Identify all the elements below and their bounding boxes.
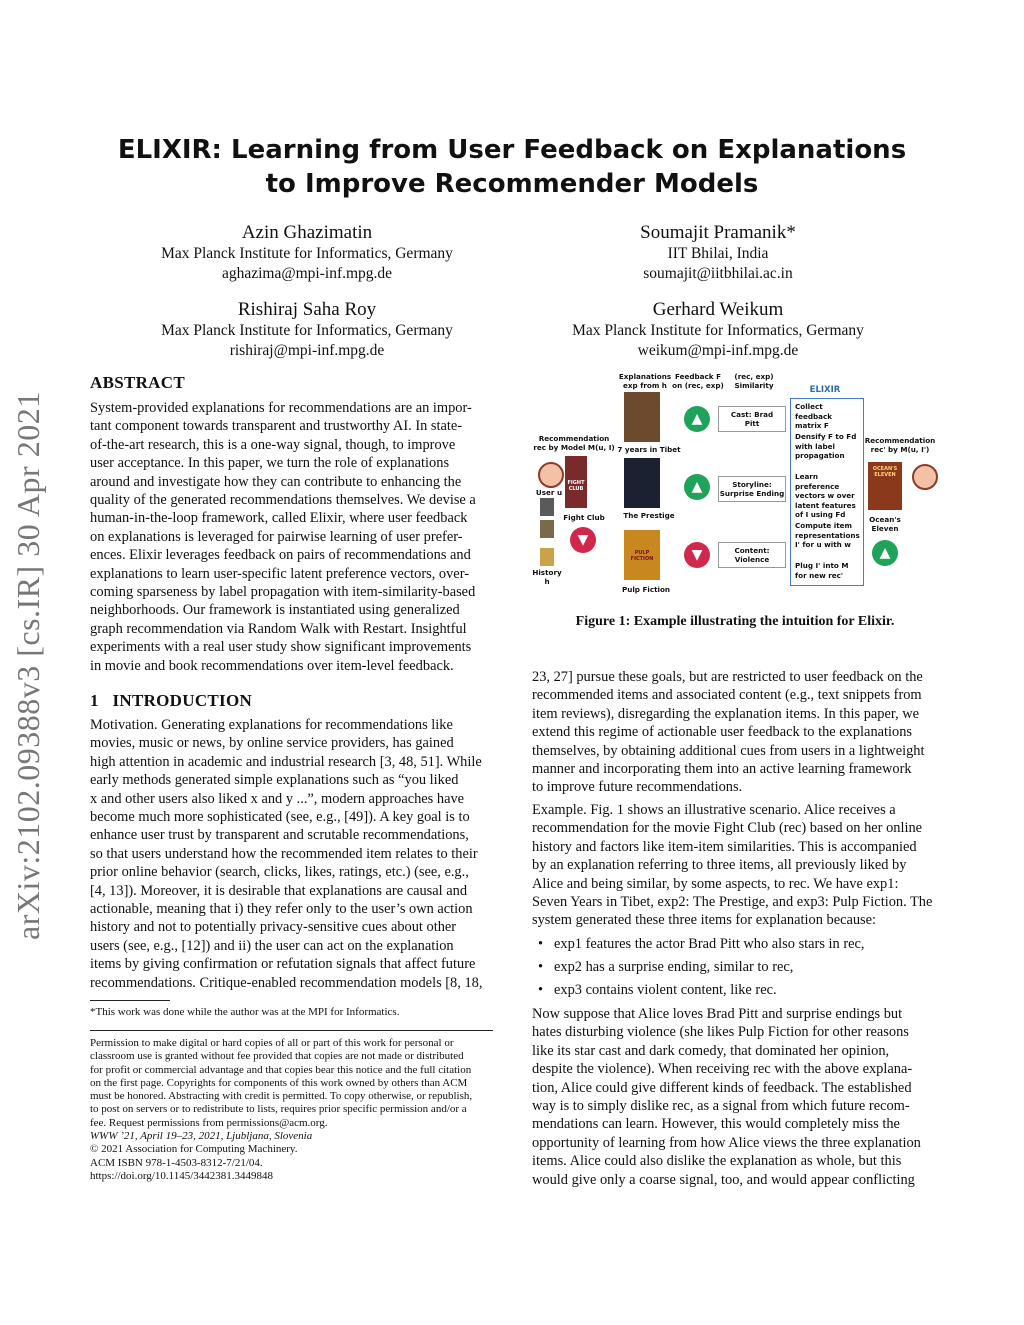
body-line: themselves, by obtaining additional cues from users in a lightweight [532, 742, 925, 759]
isbn-line: ACM ISBN 978-1-4503-8312-7/21/04. [90, 1156, 263, 1169]
body-line: way is to simply dislike rec, as a signal from which future recom- [532, 1098, 910, 1115]
abstract-line: of-the-art research, this is a one-way signal, though, to improve [90, 436, 456, 453]
footnote-rule [90, 1000, 170, 1001]
body-line: Alice and being similar, by some aspects, to rec. We have exp1: [532, 875, 899, 892]
body-line: extend this regime of actionable user feedback to the explanations [532, 724, 913, 741]
right-para-3 [532, 1005, 935, 1189]
author-email[interactable]: rishiraj@mpi-inf.mpg.de [229, 342, 385, 359]
author-email[interactable]: weikum@mpi-inf.mpg.de [637, 342, 799, 359]
explanation-bullet-list [532, 935, 935, 1005]
similarity-content: Content: Violence [734, 546, 770, 564]
intro-line: users (see, e.g., [12]) and ii) the user can act on the explanation [90, 937, 454, 954]
fight-club-label: Fight Club [563, 513, 605, 522]
abstract-line: System-provided explanations for recommendations are an impor- [90, 400, 472, 416]
intro-line: Motivation. Generating explanations for recommendations like [90, 717, 453, 733]
body-line: Example. Fig. 1 shows an illustrative scenario. Alice receives a [532, 802, 896, 818]
similarity-cast: Cast: Brad Pitt [730, 410, 774, 428]
author-name: Gerhard Weikum [652, 299, 784, 320]
abstract-line: user acceptance. In this paper, we turn the role of explanations [90, 455, 450, 472]
thumbs-down-icon: ▼ [570, 527, 596, 553]
body-line: by an explanation referring to three items, all previously liked by [532, 857, 907, 874]
permission-line: to post on servers or to redistribute to lists, requires prior specific permission and/or a [90, 1103, 467, 1116]
poster-title: OCEAN'S ELEVEN [872, 466, 898, 478]
introduction-heading: 1 INTRODUCTION [90, 691, 253, 710]
permission-line: classroom use is granted without fee provided that copies are not made or distributed [90, 1050, 464, 1063]
similarity-box [718, 476, 786, 502]
thumbs-up-icon: ▲ [684, 474, 710, 500]
thumbs-up-icon: ▲ [872, 540, 898, 566]
body-line: item reviews), disregarding the explanation items. In this paper, we [532, 705, 920, 722]
permission-line: must be honored. Abstracting with credit is permitted. To copy otherwise, or republish, [90, 1090, 473, 1103]
author-email[interactable]: soumajit@iitbhilai.ac.in [643, 265, 793, 282]
thumbs-up-icon: ▲ [684, 406, 710, 432]
elixir-step: Plug I' into M for new rec' [795, 561, 849, 580]
author-block-1 [97, 222, 517, 284]
col-header-explanations: Explanations exp from h [618, 372, 672, 390]
bullet-item: • exp3 contains violent content, like rec. [532, 981, 935, 999]
abstract-heading: ABSTRACT [90, 373, 185, 392]
user-label: User u [535, 488, 563, 497]
history-poster-icon [540, 520, 554, 538]
body-line: Now suppose that Alice loves Brad Pitt and surprise endings but [532, 1006, 903, 1022]
user-avatar-icon [912, 464, 938, 490]
body-line: despite the violence). When receiving rec with the above explana- [532, 1061, 913, 1078]
author-block-2 [508, 222, 928, 284]
abstract-line: experiments with a real user study show significant improvements [90, 639, 472, 656]
similarity-storyline: Storyline: Surprise Ending [719, 480, 785, 498]
paper-title-line-2: to Improve Recommender Models [265, 169, 759, 199]
body-line: history and factors like item-item similarities. This is accompanied [532, 838, 917, 855]
abstract-line: in movie and book recommendations over item-level feedback. [90, 657, 454, 674]
abstract-line: ences. Elixir leverages feedback on pairs of recommendations and [90, 547, 471, 564]
abstract-body [90, 399, 493, 675]
history-poster-icon [540, 498, 554, 516]
permission-block [90, 1037, 493, 1183]
body-line: like its star cast and dark comedy, that dominated her opinion, [532, 1042, 890, 1059]
body-line: recommended items and associated content (e.g., text snippets from [532, 687, 922, 704]
intro-line: history and not to potentially privacy-sensitive cues about other [90, 919, 457, 936]
author-name: Soumajit Pramanik* [640, 222, 796, 243]
poster-title: FIGHT CLUB [567, 480, 585, 492]
paper-title-line-1: ELIXIR: Learning from User Feedback on Explanations [117, 135, 907, 165]
intro-line: so that users understand how the recommended item relates to their [90, 845, 478, 862]
intro-line: enhance user trust by transparent and scrutable recommendations, [90, 827, 469, 844]
permission-line: Permission to make digital or hard copies of all or part of this work for personal or [90, 1037, 454, 1049]
the-prestige-poster-icon [624, 458, 660, 508]
abstract-line: graph recommendation via Random Walk with Restart. Insightful [90, 620, 467, 637]
elixir-step: Compute item representations I' for u with w [795, 521, 860, 549]
bullet-item: • exp2 has a surprise ending, similar to rec, [532, 958, 935, 976]
figure-caption: Figure 1: Example illustrating the intuition for Elixir. [575, 614, 895, 629]
intro-line: items by giving confirmation or refutation signals that affect future [90, 956, 476, 973]
thumbs-down-icon: ▼ [684, 542, 710, 568]
footnote: *This work was done while the author was at the MPI for Informatics. [90, 1006, 400, 1018]
author-block-4 [508, 299, 928, 361]
body-line: would give only a coarse signal, too, and would appear conflicting [532, 1171, 915, 1188]
intro-line: recommendations. Critique-enabled recommendation models [8, 18, [90, 974, 483, 991]
author-email[interactable]: aghazima@mpi-inf.mpg.de [221, 265, 393, 282]
seven-years-in-tibet-poster-icon [624, 392, 660, 442]
oceans-eleven-label: Ocean's Eleven [869, 515, 901, 533]
intro-line: become much more sophisticated (see, e.g., [49]). A key goal is to [90, 809, 470, 826]
intro-line: movies, music or news, by online service providers, has gained [90, 735, 454, 752]
elixir-step: Collect feedback matrix F [795, 402, 833, 430]
pulp-fiction-label: Pulp Fiction [621, 585, 671, 594]
abstract-line: coming sparseness by label propagation with item-similarity-based [90, 584, 476, 601]
permission-line: on the first page. Copyrights for components of this work owned by others than ACM [90, 1076, 468, 1089]
author-name: Rishiraj Saha Roy [237, 299, 377, 320]
intro-line: prior online behavior (search, clicks, likes, ratings, etc.) (see, e.g., [90, 864, 469, 881]
body-line: opportunity of learning from how Alice views the three explanation [532, 1134, 921, 1151]
poster-title: PULP FICTION [630, 550, 654, 562]
intro-line: [4, 13]). Moreover, it is desirable that explanations are causal and [90, 882, 468, 899]
seven-years-label: 7 years in Tibet [617, 445, 681, 454]
permission-rule [90, 1030, 493, 1031]
arxiv-identifier[interactable]: arXiv:2102.09388v3 [cs.IR] 30 Apr 2021 [10, 391, 46, 940]
history-poster-icon [540, 548, 554, 566]
author-affiliation: Max Planck Institute for Informatics, Germany [161, 322, 453, 339]
body-line: items. Alice could also dislike the explanation as whole, but this [532, 1153, 902, 1170]
body-line: hates disturbing violence (she likes Pulp Fiction for other reasons [532, 1024, 909, 1041]
abstract-line: quality of the generated recommendations themselves. We devise a [90, 492, 476, 509]
body-line: tion, Alice could give different kinds of feedback. The established [532, 1079, 912, 1096]
abstract-line: around and investigate how they can contribute to enhancing the [90, 473, 462, 490]
right-para-1 [532, 668, 935, 797]
figure-1 [532, 368, 938, 600]
elixir-step: Learn preference vectors w over latent features of I using Fd [795, 472, 856, 519]
doi-link[interactable]: https://doi.org/10.1145/3442381.3449848 [90, 1169, 274, 1182]
body-line: to improve future recommendations. [532, 779, 743, 796]
permission-line: for profit or commercial advantage and that copies bear this notice and the full citation [90, 1063, 472, 1076]
author-affiliation: Max Planck Institute for Informatics, Germany [161, 245, 453, 262]
introduction-body [90, 716, 493, 992]
copyright-line: © 2021 Association for Computing Machinery. [90, 1143, 298, 1156]
intro-line: actionable, meaning that i) they refer only to the user’s own action [90, 901, 473, 918]
intro-line: high attention in academic and industrial research [3, 48, 51]. While [90, 753, 482, 770]
intro-line: x and other users also liked x and y ...”, modern approaches have [90, 790, 465, 807]
abstract-line: on explanations is leveraged for pairwise learning of user prefer- [90, 528, 463, 545]
author-name: Azin Ghazimatin [241, 222, 373, 243]
author-block-3 [97, 299, 517, 361]
body-line: recommendation for the movie Fight Club (rec) based on her online [532, 820, 923, 837]
permission-line: fee. Request permissions from permissions@acm.org. [90, 1116, 328, 1129]
col-header-similarity: (rec, exp) Similarity [734, 372, 774, 390]
similarity-box [718, 406, 786, 432]
new-rec-label: Recommendation rec' by M(u, I') [864, 436, 936, 454]
body-line: system generated these three items for explanation because: [532, 912, 877, 929]
abstract-line: explanations to learn user-specific latent preference vectors, over- [90, 565, 469, 582]
elixir-box-title: ELIXIR [809, 385, 841, 395]
abstract-line: neighborhoods. Our framework is instantiated using generalized [90, 602, 460, 619]
abstract-line: human-in-the-loop framework, called Elixir, where user feedback [90, 510, 468, 527]
body-line: 23, 27] pursue these goals, but are restricted to user feedback on the [532, 669, 923, 685]
author-affiliation: IIT Bhilai, India [667, 245, 769, 262]
rec-label: Recommendation rec by Model M(u, I) [533, 434, 615, 452]
body-line: mendations can learn. However, this would completely miss the [532, 1116, 900, 1133]
elixir-steps-box [790, 398, 864, 586]
right-para-2 [532, 801, 935, 930]
history-label: History h [532, 568, 562, 586]
elixir-step: Densify F to Fd with label propagation [795, 432, 857, 460]
user-avatar-icon [538, 462, 564, 488]
intro-line: early methods generated simple explanations such as “you liked [90, 772, 459, 789]
bullet-item: • exp1 features the actor Brad Pitt who also stars in rec, [532, 935, 935, 953]
venue-line: WWW ’21, April 19–23, 2021, Ljubljana, Slovenia [90, 1130, 313, 1143]
similarity-box [718, 542, 786, 568]
body-line: Seven Years in Tibet, exp2: The Prestige, and exp3: Pulp Fiction. The [532, 894, 933, 911]
col-header-feedback: Feedback F on (rec, exp) [672, 372, 724, 390]
author-affiliation: Max Planck Institute for Informatics, Germany [572, 322, 864, 339]
body-line: manner and incorporating them into an active learning framework [532, 761, 912, 778]
abstract-line: tant component towards transparent and trustworthy AI. In state- [90, 418, 463, 435]
prestige-label: The Prestige [623, 511, 675, 520]
